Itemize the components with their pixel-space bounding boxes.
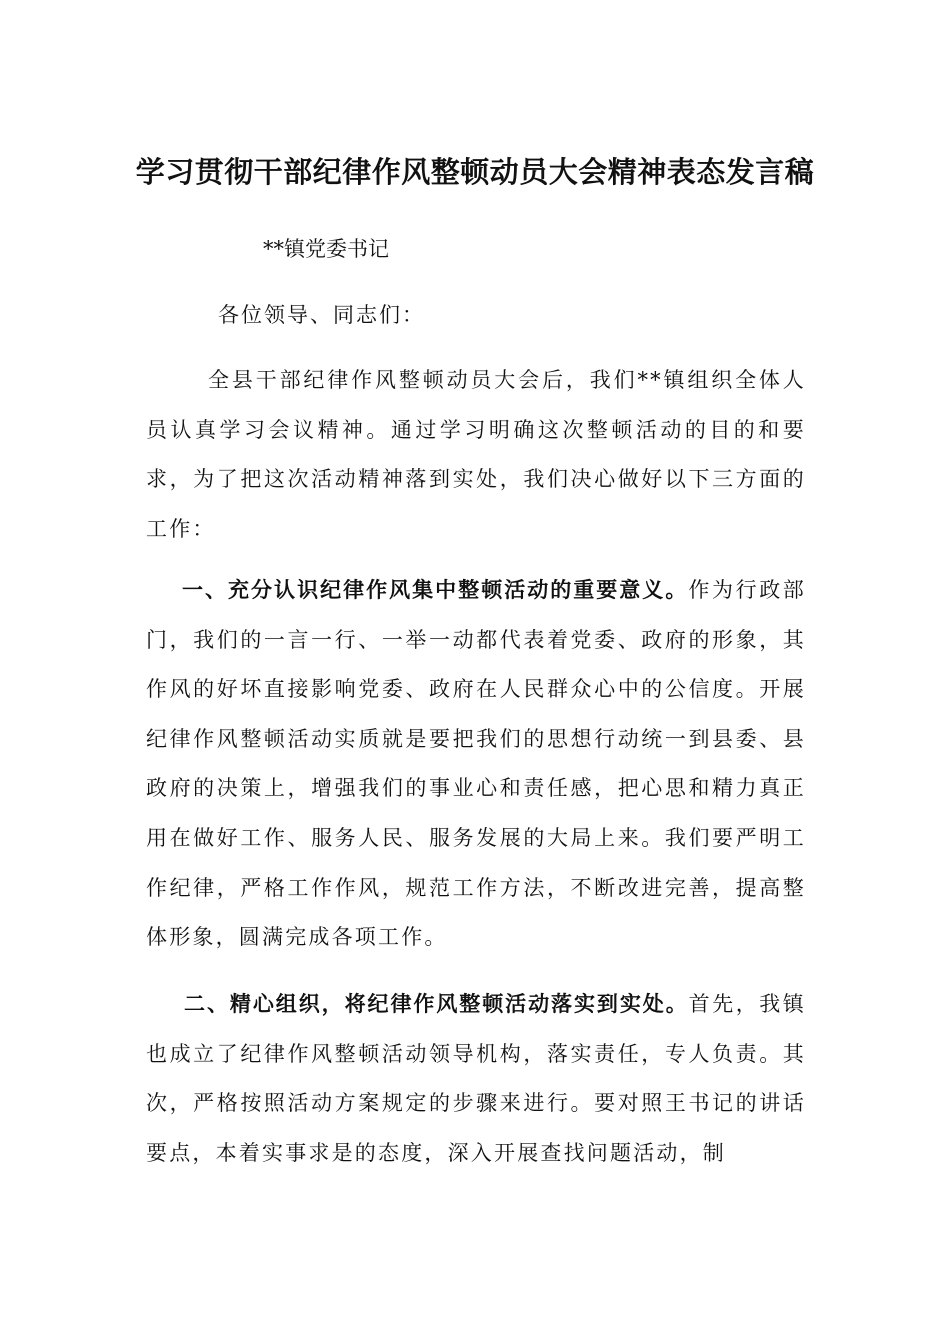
section-two-paragraph: [146, 980, 806, 1178]
section-one-paragraph: [146, 566, 806, 963]
salutation: 各位领导、同志们：: [218, 303, 425, 327]
document-title: 学习贯彻干部纪律作风整顿动员大会精神表态发言稿: [135, 155, 815, 189]
intro-paragraph: 全县干部纪律作风整顿动员大会后，我们**镇组织全体人员认真学习会议精神。通过学习明确这次整顿活动的目的和要求，为了把这次活动精神落到实处，我们决心做好以下三方面的工作：: [146, 368, 806, 541]
section-two-body: 首先，我镇也成立了纪律作风整顿活动领导机构，落实责任，专人负责。其次，严格按照活动方案规定的步骤来进行。要对照王书记的讲话要点，本着实事求是的态度，深入开展查找问题活动，制: [146, 992, 807, 1165]
author-line: **镇党委书记: [263, 237, 389, 261]
section-one-body: 作为行政部门，我们的一言一行、一举一动都代表着党委、政府的形象，其作风的好坏直接影响党委、政府在人民群众心中的公信度。开展纪律作风整顿活动实质就是要把我们的思想行动统一到县委、县政府的决策上，增强我们的事业心和责任感，把心思和精力真正用在做好工作、服务人民、服务发展的大局上来。我们要严明工作纪律，严格工作作风，规范工作方法，不断改进完善，提高整体形象，圆满完成各项工作。: [146, 578, 807, 950]
section-two-heading: 二、精心组织，将纪律作风整顿活动落实到实处。: [184, 992, 689, 1016]
section-one-heading: 一、充分认识纪律作风集中整顿活动的重要意义。: [182, 578, 689, 602]
